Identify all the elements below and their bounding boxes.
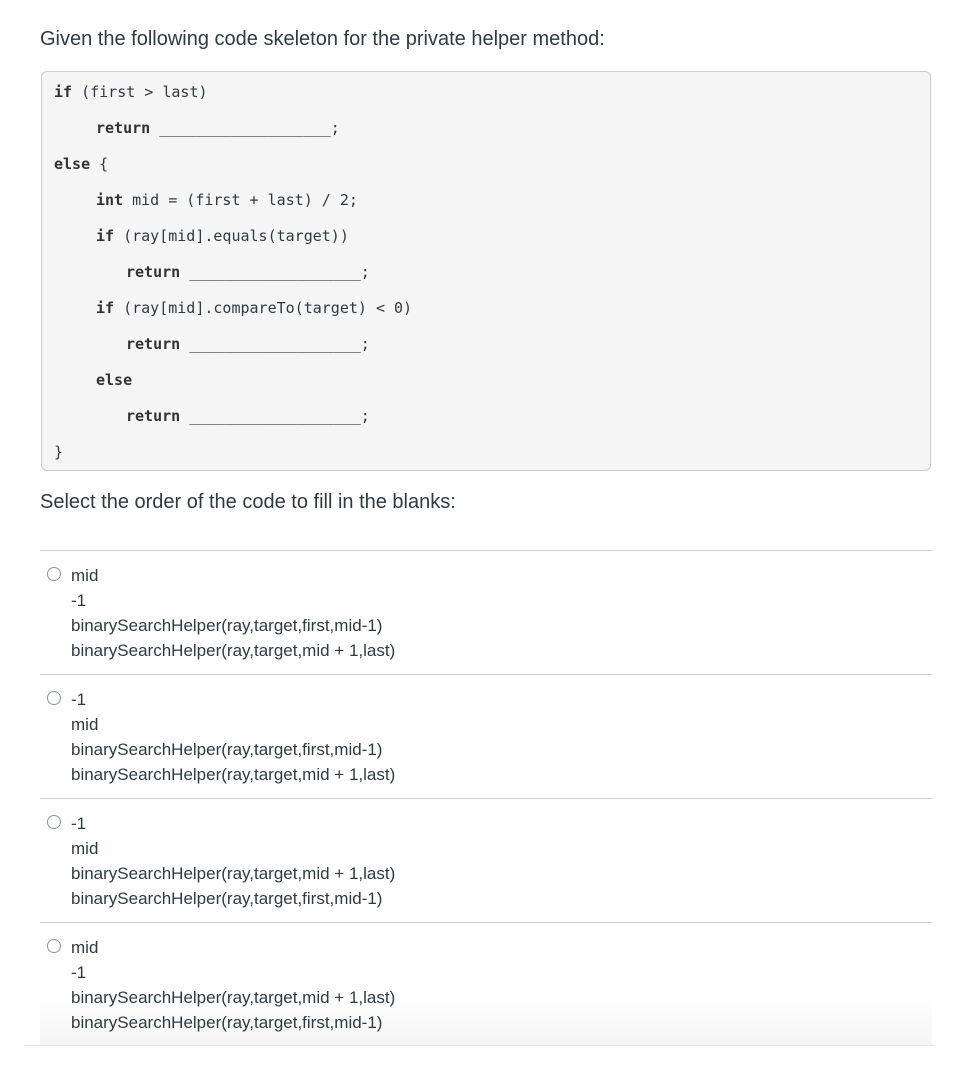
- answer-line: binarySearchHelper(ray,target,mid + 1,last): [71, 765, 396, 784]
- code-line-3: [54, 154, 108, 174]
- answer-option-4[interactable]: [40, 922, 932, 1046]
- code-text: }: [54, 443, 64, 461]
- answer-line: -1: [71, 963, 87, 982]
- code-keyword: int: [96, 191, 124, 209]
- code-text: ___________________;: [180, 263, 370, 281]
- code-text: (ray[mid].equals(target)): [114, 227, 349, 245]
- answer-list: [40, 550, 932, 1046]
- code-keyword: return: [126, 263, 181, 281]
- answer-option-2[interactable]: [40, 674, 932, 798]
- code-keyword: if: [96, 299, 115, 317]
- code-line-9: [96, 370, 132, 390]
- answer-label[interactable]: [71, 687, 395, 787]
- code-line-8: [126, 334, 370, 354]
- answer-line: -1: [71, 591, 87, 610]
- answer-line: binarySearchHelper(ray,target,first,mid-1): [71, 889, 383, 908]
- code-keyword: return: [126, 335, 181, 353]
- answer-line: -1: [71, 814, 87, 833]
- code-text: ___________________;: [180, 335, 370, 353]
- answer-line: binarySearchHelper(ray,target,mid + 1,last): [71, 641, 396, 660]
- code-block: [41, 71, 931, 471]
- code-line-4: [96, 190, 358, 210]
- code-line-5: [96, 226, 349, 246]
- divider: [24, 1045, 934, 1046]
- radio-button[interactable]: [47, 691, 61, 705]
- answer-line: mid: [71, 715, 99, 734]
- code-keyword: else: [54, 155, 91, 173]
- code-line-1: [54, 82, 208, 102]
- answer-line: binarySearchHelper(ray,target,first,mid-1): [71, 616, 383, 635]
- code-line-10: [126, 406, 370, 426]
- answer-option-3[interactable]: [40, 798, 932, 922]
- answer-line: mid: [71, 566, 99, 585]
- code-keyword: else: [96, 371, 133, 389]
- code-text: ___________________;: [150, 119, 340, 137]
- answer-line: mid: [71, 839, 99, 858]
- code-line-11: [54, 442, 63, 462]
- code-text: (ray[mid].compareTo(target) < 0): [114, 299, 413, 317]
- radio-button[interactable]: [47, 815, 61, 829]
- answer-line: binarySearchHelper(ray,target,mid + 1,last): [71, 864, 396, 883]
- code-text: {: [90, 155, 109, 173]
- question-prompt: Select the order of the code to fill in the blanks:: [40, 491, 456, 513]
- answer-label[interactable]: [71, 935, 395, 1035]
- answer-line: binarySearchHelper(ray,target,first,mid-1): [71, 1013, 383, 1032]
- code-line-6: [126, 262, 370, 282]
- answer-label[interactable]: [71, 811, 395, 911]
- code-keyword: if: [96, 227, 115, 245]
- code-keyword: return: [96, 119, 151, 137]
- answer-line: binarySearchHelper(ray,target,mid + 1,last): [71, 988, 396, 1007]
- code-keyword: return: [126, 407, 181, 425]
- code-line-7: [96, 298, 412, 318]
- answer-line: mid: [71, 938, 99, 957]
- answer-option-1[interactable]: [40, 550, 932, 674]
- code-text: mid = (first + last) / 2;: [123, 191, 358, 209]
- code-text: ___________________;: [180, 407, 370, 425]
- answer-line: binarySearchHelper(ray,target,first,mid-1): [71, 740, 383, 759]
- code-keyword: if: [54, 83, 73, 101]
- radio-button[interactable]: [47, 567, 61, 581]
- answer-line: -1: [71, 690, 87, 709]
- code-text: (first > last): [72, 83, 208, 101]
- radio-button[interactable]: [47, 939, 61, 953]
- question-intro: Given the following code skeleton for the private helper method:: [40, 28, 605, 50]
- answer-label[interactable]: [71, 563, 395, 663]
- code-line-2: [96, 118, 340, 138]
